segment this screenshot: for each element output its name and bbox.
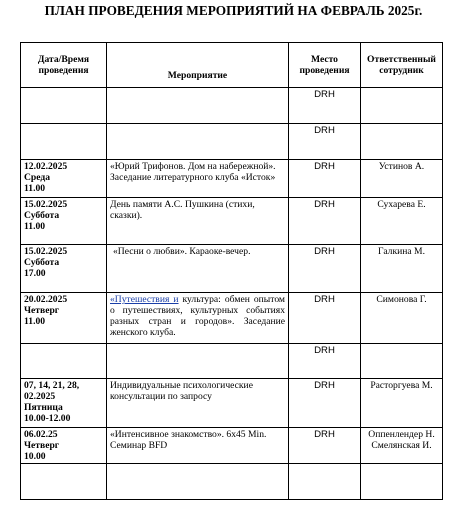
header-date: Дата/Время проведения: [21, 43, 107, 88]
date-cell: [21, 88, 107, 124]
day-text: Суббота: [24, 210, 60, 221]
date-text: 07, 14, 21, 28, 02.2025: [24, 380, 80, 402]
time-text: 10.00-12.00: [24, 413, 71, 424]
event-cell: «Интенсивное знакомство». 6х45 Min. Семинар BFD: [107, 428, 289, 464]
place-cell: DRH: [289, 160, 361, 198]
event-text: культура: обмен опытом о путешествиях, культурных событиях разных стран и городов». Заседание женского клуба.: [110, 294, 285, 338]
responsible-cell: Устинов А.: [361, 160, 443, 198]
table-row: [21, 88, 443, 124]
time-text: 10.00: [24, 451, 46, 462]
date-cell: [21, 245, 107, 293]
table-row: [21, 379, 443, 428]
day-text: Суббота: [24, 257, 60, 268]
table-row: [21, 428, 443, 464]
place-cell: DRH: [289, 344, 361, 379]
table-row: [21, 245, 443, 293]
event-cell: [107, 344, 289, 379]
responsible-cell: Оппенлендер Н. Смелянская И.: [361, 428, 443, 464]
place-cell: DRH: [289, 428, 361, 464]
day-text: Среда: [24, 172, 51, 183]
date-cell: [21, 464, 107, 500]
responsible-cell: [361, 344, 443, 379]
event-cell: [107, 124, 289, 160]
place-cell: DRH: [289, 124, 361, 160]
date-text: 15.02.2025: [24, 246, 68, 257]
place-cell: DRH: [289, 245, 361, 293]
place-cell: DRH: [289, 293, 361, 344]
header-responsible: Ответственный сотрудник: [361, 43, 443, 88]
responsible-cell: Галкина М.: [361, 245, 443, 293]
table-row: [21, 198, 443, 245]
event-cell: День памяти А.С. Пушкина (стихи, сказки).: [107, 198, 289, 245]
date-text: 15.02.2025: [24, 199, 68, 210]
event-cell: «Песни о любви». Караоке-вечер.: [107, 245, 289, 293]
date-cell: [21, 198, 107, 245]
table-row: [21, 464, 443, 500]
table-row: [21, 344, 443, 379]
event-link-text: «Путешествия и: [110, 294, 179, 305]
date-text: 20.02.2025: [24, 294, 68, 305]
date-cell: [21, 160, 107, 198]
responsible-cell: Расторгуева М.: [361, 379, 443, 428]
responsible-cell: Симонова Г.: [361, 293, 443, 344]
date-cell: [21, 124, 107, 160]
table-row: [21, 124, 443, 160]
date-cell: [21, 379, 107, 428]
place-cell: [289, 464, 361, 500]
day-text: Четверг: [24, 440, 60, 451]
event-cell: [107, 464, 289, 500]
responsible-cell: [361, 124, 443, 160]
date-cell: [21, 344, 107, 379]
time-text: 11.00: [24, 316, 46, 327]
event-cell: [107, 88, 289, 124]
date-text: 06.02.25: [24, 429, 58, 440]
document-title: ПЛАН ПРОВЕДЕНИЯ МЕРОПРИЯТИЙ НА ФЕВРАЛЬ 2025г.: [44, 3, 423, 18]
time-text: 17.00: [24, 268, 46, 279]
place-cell: DRH: [289, 88, 361, 124]
events-table: [20, 42, 443, 500]
event-cell: [107, 293, 289, 344]
date-text: 12.02.2025: [24, 161, 68, 172]
table-row: [21, 160, 443, 198]
header-event: Мероприятие: [107, 43, 289, 88]
place-cell: DRH: [289, 198, 361, 245]
event-cell: Индивидуальные психологические консультации по запросу: [107, 379, 289, 428]
responsible-cell: Сухарева Е.: [361, 198, 443, 245]
date-cell: [21, 293, 107, 344]
table-row: [21, 293, 443, 344]
time-text: 11.00: [24, 183, 46, 194]
day-text: Пятница: [24, 402, 63, 413]
day-text: Четверг: [24, 305, 60, 316]
responsible-cell: [361, 88, 443, 124]
table-header-row: [21, 43, 443, 88]
place-cell: DRH: [289, 379, 361, 428]
header-place: Место проведения: [289, 43, 361, 88]
responsible-cell: [361, 464, 443, 500]
event-cell: «Юрий Трифонов. Дом на набережной». Заседание литературного клуба «Исток»: [107, 160, 289, 198]
time-text: 11.00: [24, 221, 46, 232]
date-cell: [21, 428, 107, 464]
